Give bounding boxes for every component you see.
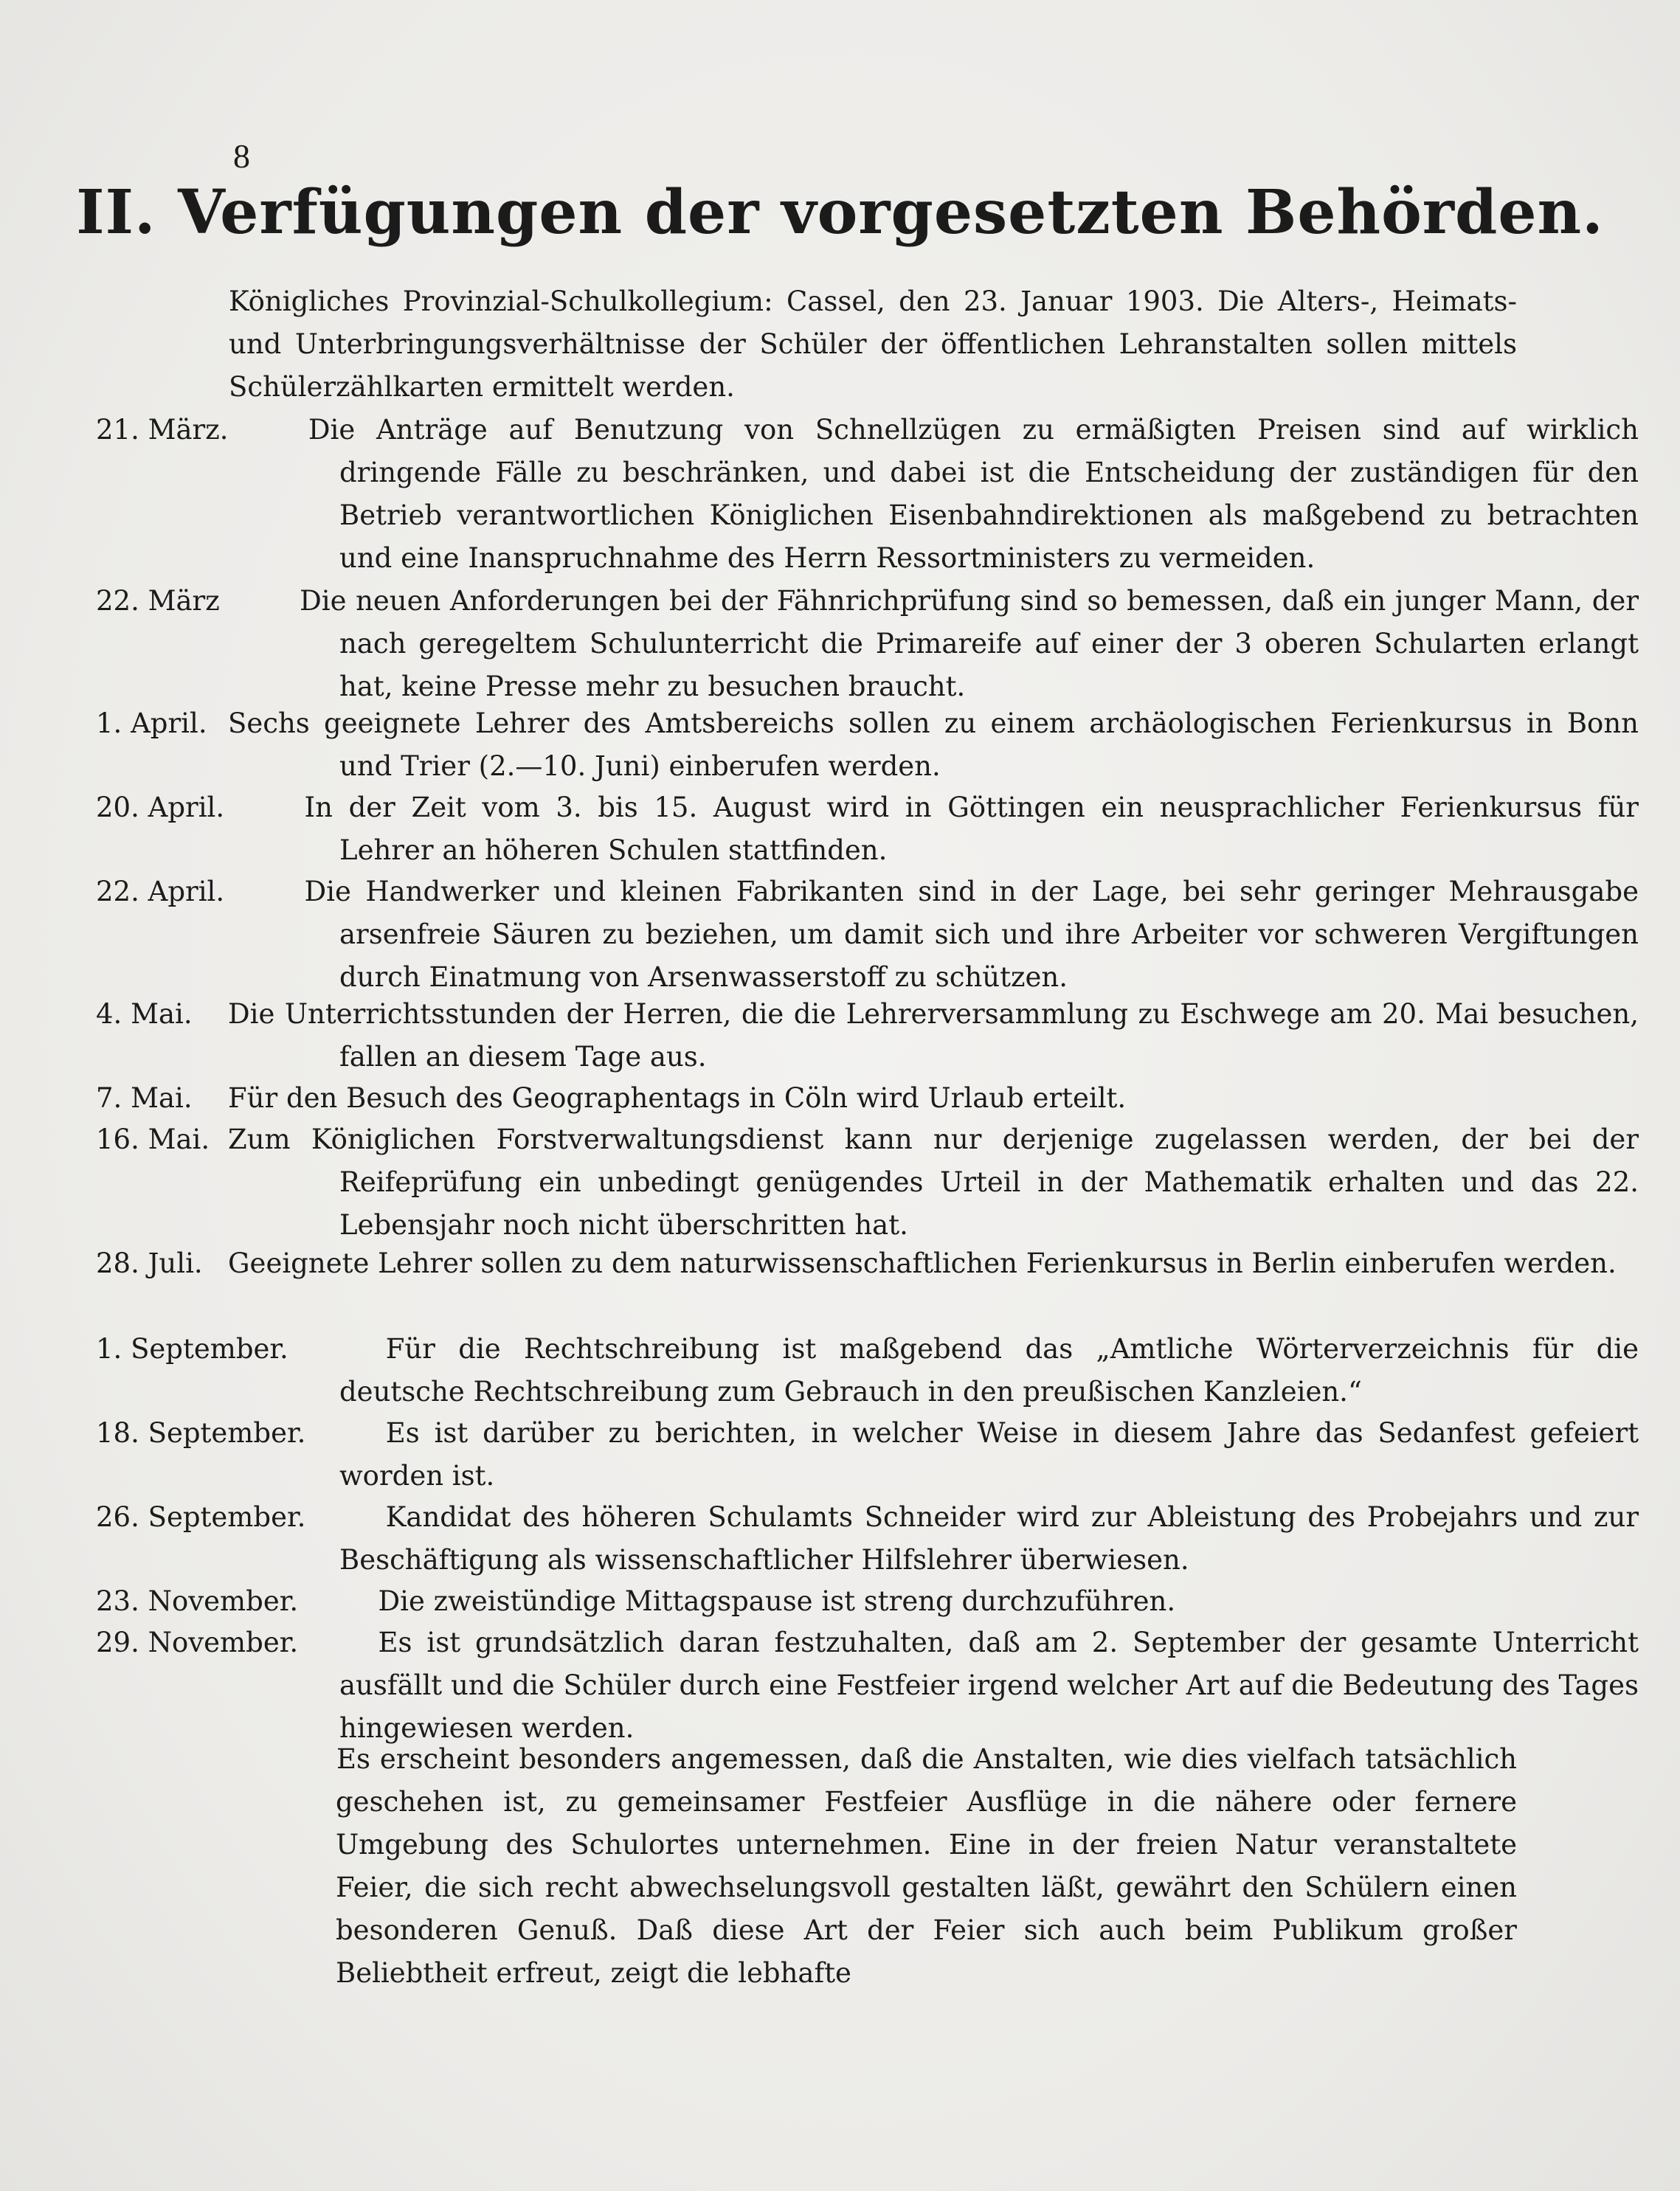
entry-date: 22. April. [96, 876, 225, 907]
entry-date: 1. September. [96, 1333, 288, 1365]
closing-paragraph: Es erscheint besonders angemessen, daß die Anstalten, wie dies vielfach tatsächlich geschehen ist, zu gemeinsamer Festfeier Ausflüge in die nähere oder fernere Umgebung des Schulortes unternehmen. Eine in der freien Natur veranstaltete Feier, die sich recht abwechselungsvoll gestalten läßt, gewährt den Schülern einen besonderen Genuß. Daß diese Art der Feier sich auch beim Publikum großer Beliebtheit erfreut, zeigt die lebhafte [336, 1743, 1517, 1989]
entry-item: 7. Mai. Für den Besuch des Geographentags in Cöln wird Urlaub erteilt. [96, 1082, 1127, 1114]
entry-date: 26. September. [96, 1501, 306, 1533]
entry-item [96, 1496, 1639, 1582]
entry-text: Kandidat des höheren Schulamts Schneider wird zur Ableistung des Probejahrs und zur Beschäftigung als wissenschaftlicher Hilfslehrer überwiesen. [339, 1501, 1639, 1576]
entry-date: 29. November. [96, 1627, 299, 1658]
section-heading: II. Verfügungen der vorgesetzten Behörden. [76, 177, 1604, 248]
entry-item: 28. Juli. Geeignete Lehrer sollen zu dem naturwissenschaftlichen Ferienkursus in Berlin einberufen werden. [96, 1247, 1617, 1279]
entry-text: Sechs geeignete Lehrer des Amtsbereichs sollen zu einem archäologischen Ferienkursus in Bonn und Trier (2.—10. Juni) einberufen werden. [228, 707, 1639, 782]
page-number: 8 [233, 137, 250, 175]
entry-item [96, 1412, 1639, 1498]
entry-item [96, 1621, 1639, 1750]
entry-text: Geeignete Lehrer sollen zu dem naturwissenschaftlichen Ferienkursus in Berlin einberufen werden. [228, 1247, 1617, 1279]
entry-text: Die Handwerker und kleinen Fabrikanten sind in der Lage, bei sehr geringer Mehrausgabe arsenfreie Säuren zu beziehen, um damit sich und ihre Arbeiter vor schweren Vergiftungen durch Einatmung von Arsenwasserstoff zu schützen. [304, 876, 1639, 993]
entry-item [96, 580, 1639, 708]
entry-date: 22. März [96, 585, 220, 617]
entry-text: Die Unterrichtsstunden der Herren, die die Lehrerversammlung zu Eschwege am 20. Mai besuchen, fallen an diesem Tage aus. [228, 998, 1639, 1073]
entry-date: 18. September. [96, 1417, 306, 1449]
entry-text: Für den Besuch des Geographentags in Cöln wird Urlaub erteilt. [228, 1082, 1127, 1114]
entry-text: Es ist grundsätzlich daran festzuhalten, daß am 2. September der gesamte Unterricht ausfällt und die Schüler durch eine Festfeier irgend welcher Art auf die Bedeutung des Tages hingewiesen werden. [339, 1627, 1639, 1744]
intro-paragraph: Königliches Provinzial-Schulkollegium: Cassel, den 23. Januar 1903. Die Alters-, Heimats- und Unterbringungsverhältnisse der Schüler der öffentlichen Lehranstalten sollen mittels Schülerzählkarten ermittelt werden. [229, 285, 1517, 403]
entry-date: 20. April. [96, 792, 225, 823]
entry-text: Es ist darüber zu berichten, in welcher Weise in diesem Jahre das Sedanfest gefeiert worden ist. [339, 1417, 1639, 1492]
entry-date: 21. März. [96, 414, 229, 446]
entry-text: Zum Königlichen Forstverwaltungsdienst kann nur derjenige zugelassen werden, der bei der Reifeprüfung ein unbedingt genügendes Urteil in der Mathematik erhalten und das 22. Lebensjahr noch nicht überschritten hat. [228, 1124, 1639, 1241]
entry-text: Die zweistündige Mittagspause ist streng durchzuführen. [378, 1585, 1176, 1617]
entry-item [96, 409, 1639, 580]
entry-text: Für die Rechtschreibung ist maßgebend das „Amtliche Wörterverzeichnis für die deutsche Rechtschreibung zum Gebrauch in den preußischen Kanzleien.“ [339, 1333, 1639, 1408]
entry-text: Die neuen Anforderungen bei der Fähnrichprüfung sind so bemessen, daß ein junger Mann, der nach geregeltem Schulunterricht die Primareife auf einer der 3 oberen Schularten erlangt hat, keine Presse mehr zu besuchen braucht. [300, 585, 1639, 702]
entry-item [96, 870, 1639, 999]
entry-date: 23. November. [96, 1585, 299, 1617]
entry-text: In der Zeit vom 3. bis 15. August wird in Göttingen ein neusprachlicher Ferienkursus für Lehrer an höheren Schulen stattfinden. [304, 792, 1639, 866]
entry-text: Die Anträge auf Benutzung von Schnellzügen zu ermäßigten Preisen sind auf wirklich dringende Fälle zu beschränken, und dabei ist die Entscheidung der zuständigen für den Betrieb verantwortlichen Königlichen Eisenbahndirektionen als maßgebend zu betrachten und eine Inanspruchnahme des Herrn Ressortministers zu vermeiden. [308, 414, 1639, 574]
entry-item: 16. Mai. Zum Königlichen Forstverwaltungsdienst kann nur derjenige zugelassen werden, der bei der Reifeprüfung ein unbedingt genügendes Urteil in der Mathematik erhalten und das 22. Lebensjahr noch nicht überschritten hat. [96, 1124, 1639, 1241]
entry-item [96, 1328, 1639, 1413]
entry-item [96, 786, 1639, 872]
entry-item: 4. Mai. Die Unterrichtsstunden der Herren, die die Lehrerversammlung zu Eschwege am 20. Mai besuchen, fallen an diesem Tage aus. [96, 998, 1639, 1073]
entry-item: 1. April. Sechs geeignete Lehrer des Amtsbereichs sollen zu einem archäologischen Ferienkursus in Bonn und Trier (2.—10. Juni) einberufen werden. [96, 707, 1639, 782]
entry-item [96, 1580, 1639, 1623]
